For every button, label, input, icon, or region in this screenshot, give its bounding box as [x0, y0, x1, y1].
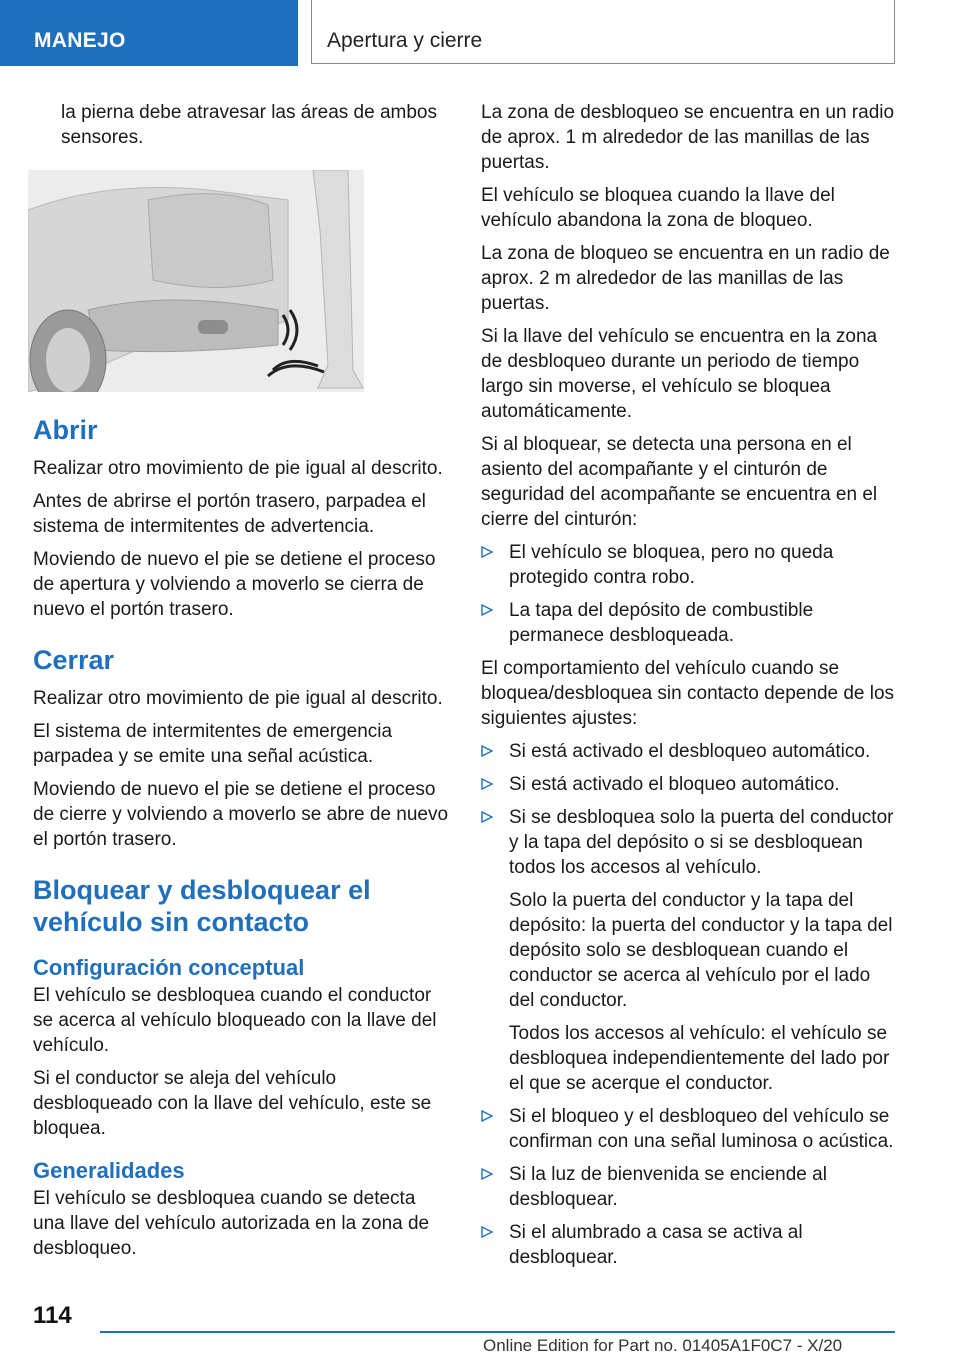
list-item: Si la luz de bienvenida se enciende al desbloquear. — [481, 1162, 899, 1212]
page-number: 114 — [33, 1302, 72, 1329]
acompanante-text: Si al bloquear, se detecta una persona en el asiento del acompañante y el cinturón de seguridad del acompañante se encuentra en el cierre del cinturón: — [481, 434, 878, 530]
left-column — [33, 100, 449, 1269]
triangle-bullet-icon — [481, 604, 493, 616]
list-item: Si el bloqueo y el desbloqueo del vehículo se confirman con una señal luminosa o acústica. — [481, 1104, 899, 1154]
heading-bloquear: Bloquear y desbloquear el vehículo sin contacto — [33, 875, 371, 937]
list-item: Si está activado el desbloqueo automático. — [481, 739, 899, 764]
heading-cerrar: Cerrar — [33, 645, 115, 675]
footer-edition: Online Edition for Part no. 01405A1F0C7 - X/20 — [483, 1336, 843, 1355]
cerrar-p2: El sistema de intermitentes de emergencia parpadea y se emite una señal acústica. — [33, 721, 393, 767]
heading-abrir: Abrir — [33, 415, 98, 445]
configuracion-p1: El vehículo se desbloquea cuando el conductor se acerca al vehículo bloqueado con la llave del vehículo. — [33, 985, 437, 1056]
sub-paragraph: Todos los accesos al vehículo: el vehículo se desbloquea independientemente del lado por el que se acerque el conductor. — [509, 1023, 890, 1094]
list-item: Si se desbloquea solo la puerta del conductor y la tapa del depósito o si se desbloquean todos los accesos al vehículo. — [481, 805, 899, 880]
list-item: Si el alumbrado a casa se activa al desbloquear. — [481, 1220, 899, 1270]
heading-configuracion: Configuración conceptual — [33, 955, 305, 980]
list-item: Si está activado el bloqueo automático. — [481, 772, 899, 797]
generalidades-p1: El vehículo se desbloquea cuando se detecta una llave del vehículo autorizada en la zona de desbloqueo. — [33, 1188, 430, 1259]
cerrar-p1: Realizar otro movimiento de pie igual al descrito. — [33, 688, 443, 709]
ajustes-text: El comportamiento del vehículo cuando se bloquea/desbloquea sin contacto depende de los siguientes ajustes: — [481, 658, 895, 729]
zona-desbloqueo-text: La zona de desbloqueo se encuentra en un radio de aprox. 1 m alrededor de las manillas de las puertas. — [481, 102, 895, 173]
sub-paragraph: Solo la puerta del conductor y la tapa del depósito: la puerta del conductor y la tapa del depósito solo se desbloquean cuando el conductor se acerca al vehículo por el lado del conductor. — [509, 890, 893, 1011]
bloqueo-llave-text: El vehículo se bloquea cuando la llave del vehículo abandona la zona de bloqueo. — [481, 185, 835, 231]
abrir-p3: Moviendo de nuevo el pie se detiene el proceso de apertura y volviendo a moverlo se cierra de nuevo el portón trasero. — [33, 549, 436, 620]
intro-text: la pierna debe atravesar las áreas de ambos sensores. — [61, 102, 438, 148]
triangle-bullet-icon — [481, 1110, 493, 1122]
cerrar-p3: Moviendo de nuevo el pie se detiene el proceso de cierre y volviendo a moverlo se abre de nuevo el portón trasero. — [33, 779, 449, 850]
page-header — [0, 0, 960, 66]
triangle-bullet-icon — [481, 546, 493, 558]
car-rear-foot-sensor-image — [28, 170, 364, 392]
tailgate-illustration — [28, 170, 364, 392]
triangle-bullet-icon — [481, 1226, 493, 1238]
configuracion-p2: Si el conductor se aleja del vehículo desbloqueado con la llave del vehículo, este se bloquea. — [33, 1068, 432, 1139]
section-tab: MANEJO — [0, 0, 298, 66]
right-column — [481, 100, 899, 1278]
abrir-p1: Realizar otro movimiento de pie igual al descrito. — [33, 458, 443, 479]
triangle-bullet-icon — [481, 778, 493, 790]
bloqueo-automatico-text: Si la llave del vehículo se encuentra en la zona de desbloqueo durante un periodo de tiempo largo sin moverse, el vehículo se bloquea automáticamente. — [481, 326, 878, 422]
footer-divider — [100, 1331, 895, 1333]
zona-bloqueo-text: La zona de bloqueo se encuentra en un radio de aprox. 2 m alrededor de las manillas de las puertas. — [481, 243, 890, 314]
list-item: El vehículo se bloquea, pero no queda protegido contra robo. — [481, 540, 899, 590]
triangle-bullet-icon — [481, 745, 493, 757]
heading-generalidades: Generalidades — [33, 1158, 185, 1183]
list-item: La tapa del depósito de combustible permanece desbloqueada. — [481, 598, 899, 648]
abrir-p2: Antes de abrirse el portón trasero, parpadea el sistema de intermitentes de advertencia. — [33, 491, 426, 537]
chapter-title: Apertura y cierre — [311, 0, 895, 64]
triangle-bullet-icon — [481, 811, 493, 823]
triangle-bullet-icon — [481, 1168, 493, 1180]
